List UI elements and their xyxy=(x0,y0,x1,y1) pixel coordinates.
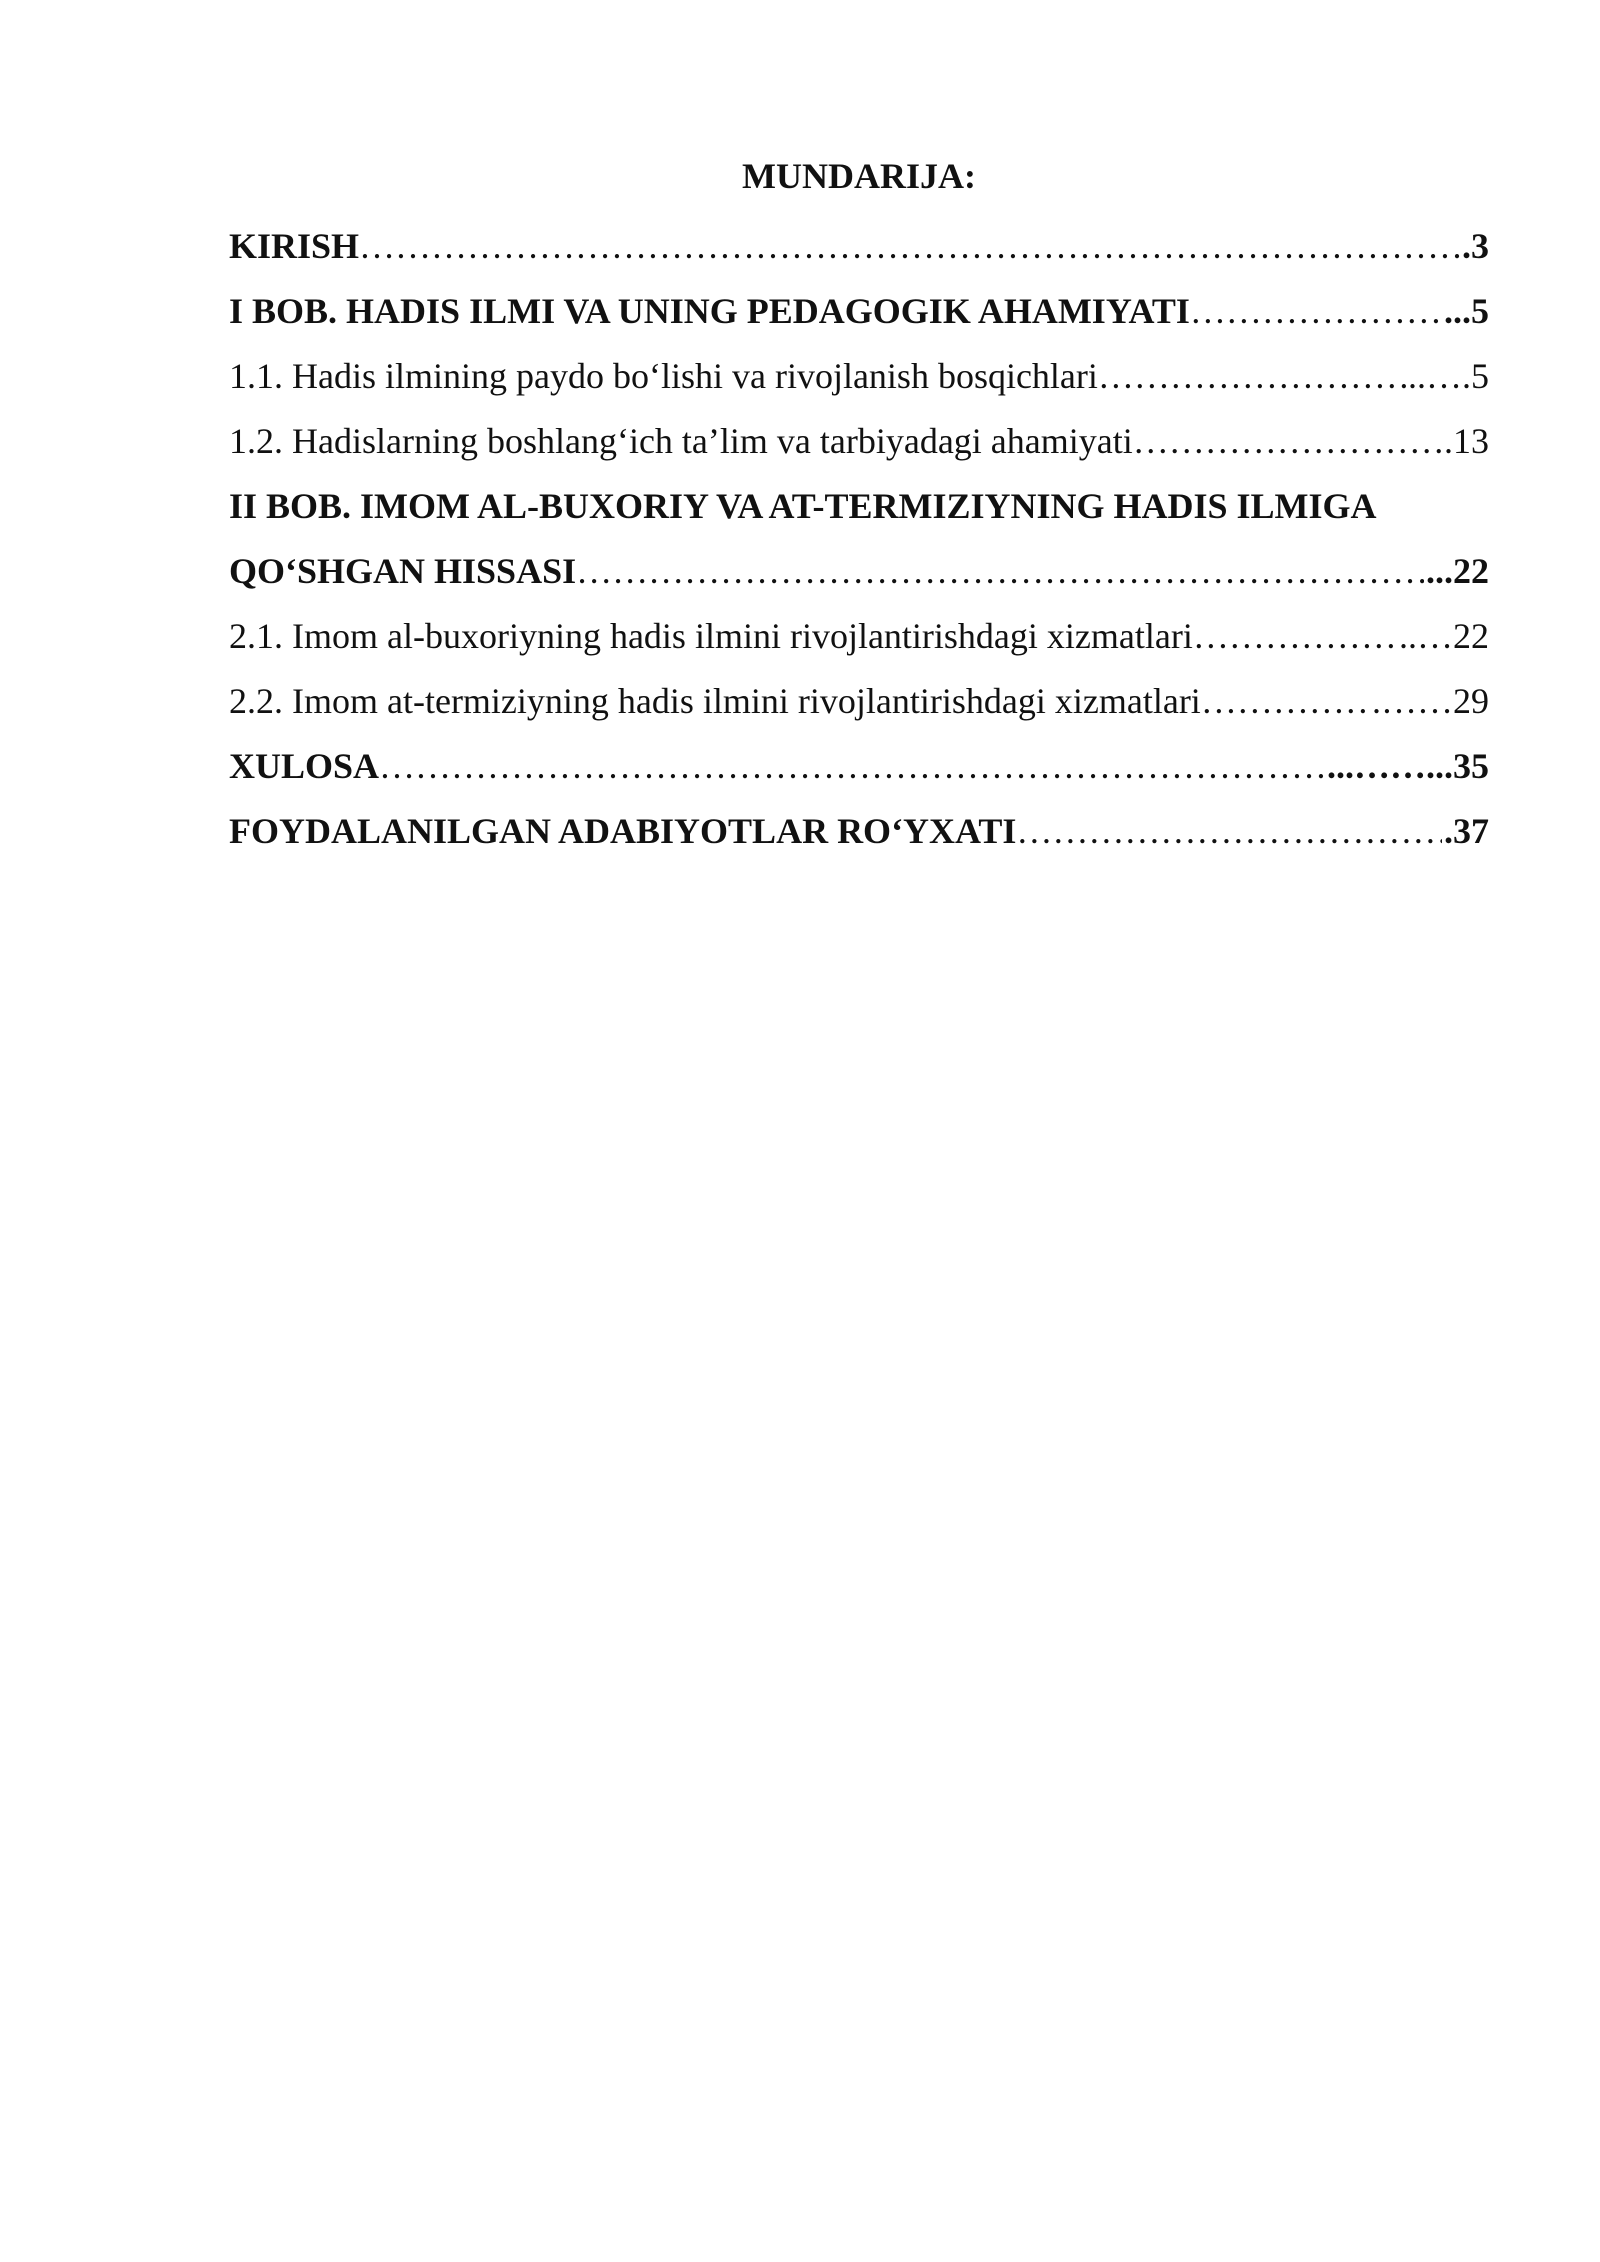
toc-entry-label: II BOB. IMOM AL-BUXORIY VA AT-TERMIZIYNING HADIS ILMIGA xyxy=(229,486,1377,526)
dot-leader xyxy=(1133,409,1442,474)
toc-entry-page: .3 xyxy=(1462,226,1489,266)
toc-entry-chapter-2-line-1 xyxy=(229,474,1489,539)
toc-entry-section-2-1 xyxy=(229,604,1489,669)
dot-leader xyxy=(1098,344,1406,409)
toc-entry-label: I BOB. HADIS ILMI VA UNING PEDAGOGIK AHAMIYATI xyxy=(229,291,1190,331)
toc-entry-page: .13 xyxy=(1444,421,1489,461)
toc-entry-xulosa xyxy=(229,734,1489,799)
toc-entry-page: ..….5 xyxy=(1408,356,1489,396)
toc-entry-label: 2.2. Imom at-termiziyning hadis ilmini rivojlantirishdagi xizmatlari xyxy=(229,681,1201,721)
dot-leader xyxy=(359,214,1460,279)
dot-leader xyxy=(1190,279,1442,344)
toc-entry-kirish xyxy=(229,214,1489,279)
toc-entry-chapter-2-line-2 xyxy=(229,539,1489,604)
toc-entry-section-2-2 xyxy=(229,669,1489,734)
toc-entry-label: QO‘SHGAN HISSASI xyxy=(229,551,577,591)
table-of-contents xyxy=(229,150,1489,864)
toc-entry-references xyxy=(229,799,1489,864)
toc-entry-page: ...5 xyxy=(1444,291,1489,331)
dot-leader xyxy=(1016,799,1442,864)
toc-entry-label: 2.1. Imom al-buxoriyning hadis ilmini rivojlantirishdagi xizmatlari xyxy=(229,616,1193,656)
toc-entry-label: FOYDALANILGAN ADABIYOTLAR RO‘YXATI xyxy=(229,811,1017,851)
toc-entry-page: ...22 xyxy=(1426,551,1489,591)
dot-leader xyxy=(576,539,1424,604)
toc-entry-section-1-2 xyxy=(229,409,1489,474)
dot-leader xyxy=(1193,604,1397,669)
toc-entry-section-1-1 xyxy=(229,344,1489,409)
toc-entry-label: KIRISH xyxy=(229,226,360,266)
toc-entry-label: XULOSA xyxy=(229,746,380,786)
toc-entry-label: 1.2. Hadislarning boshlang‘ich ta’lim va tarbiyadagi ahamiyati xyxy=(229,421,1133,461)
toc-entry-page: ...……...35 xyxy=(1327,746,1489,786)
toc-title: MUNDARIJA: xyxy=(742,156,976,196)
toc-entry-page: .……29 xyxy=(1372,681,1489,721)
toc-entry-chapter-1 xyxy=(229,279,1489,344)
dot-leader xyxy=(379,734,1325,799)
toc-entry-page: .37 xyxy=(1444,811,1489,851)
toc-entry-page: ..…22 xyxy=(1399,616,1489,656)
toc-entry-label: 1.1. Hadis ilmining paydo bo‘lishi va rivojlanish bosqichlari xyxy=(229,356,1098,396)
dot-leader xyxy=(1201,669,1370,734)
